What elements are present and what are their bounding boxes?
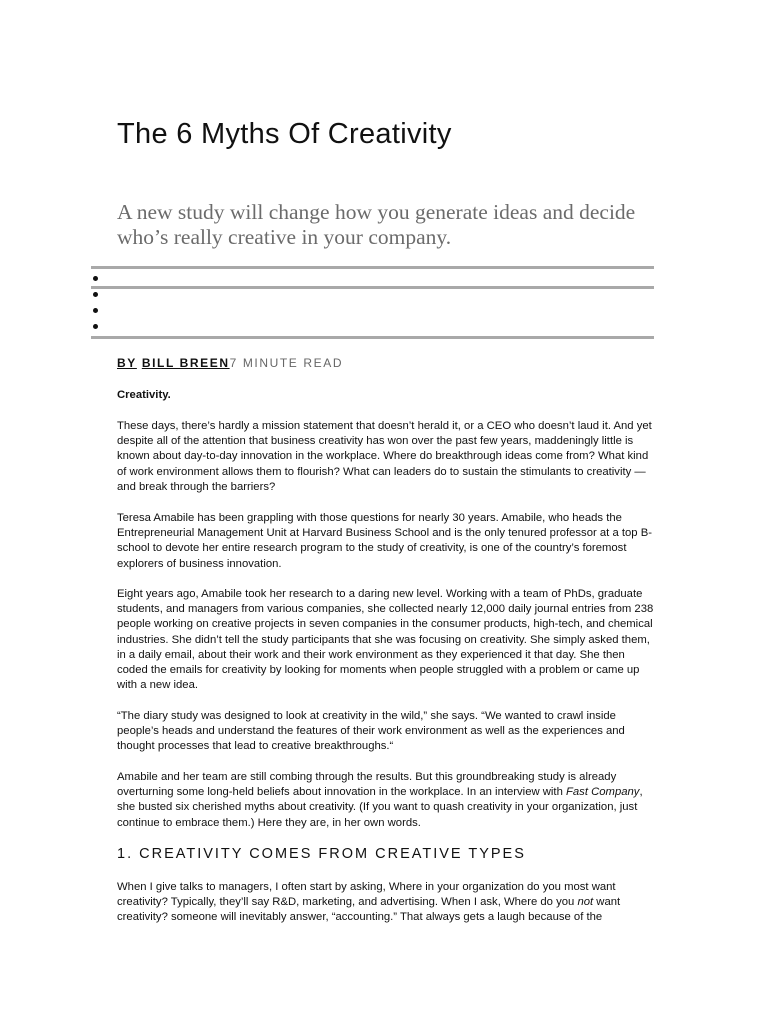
paragraph-text: When I give talks to managers, I often start by asking, Where in your organization do you most want creativity? Typically, they’ll say R&D, marketing, and advertising. When I ask, Where do you: [117, 881, 616, 909]
article-subtitle: A new study will change how you generate ideas and decide who’s really creative in your company.: [117, 200, 636, 249]
paragraph-text: want creativity? someone will inevitably answer, “accounting.” That always gets a laugh because of the: [117, 896, 621, 924]
divider-top: [91, 266, 654, 269]
paragraph: Eight years ago, Amabile took her research to a daring new level. Working with a team of PhDs, graduate students, and managers from various companies, she collected nearly 12,000 daily journal entries from 238 people working on creative projects in seven companies in the consumer products, high-tech, and chemical industries. She didn’t tell the study participants that she was focusing on creativity. She simply asked them, in a daily email, about their work and their work environment as they experienced it that day. She then coded the emails for creativity by looking for moments when people struggled with a problem or came up with a new idea.: [117, 588, 654, 692]
read-time: 7 MINUTE READ: [229, 356, 344, 370]
paragraph: These days, there’s hardly a mission statement that doesn’t herald it, or a CEO who doesn’t laud it. And yet despite all of the attention that business creativity has won over the past few years, maddeningly little is known about day-to-day innovation in the workplace. Where do breakthrough ideas come from? What kind of work environment allows them to flourish? What can leaders do to sustain the stimulants to creativity — and break through the barriers?: [117, 420, 652, 493]
divider-middle: [91, 286, 654, 289]
paragraph: Teresa Amabile has been grappling with those questions for nearly 30 years. Amabile, who heads the Entrepreneurial Management Unit at Harvard Business School and is the only tenured professor at a top B-school to devote her entire research program to the study of creativity, is one of the country’s foremost explorers of business innovation.: [117, 512, 653, 570]
author-link[interactable]: BILL BREEN: [141, 356, 230, 370]
paragraph: [117, 770, 657, 831]
byline-by: BY: [117, 356, 137, 370]
divider-bottom: [91, 336, 654, 339]
paragraph: “The diary study was designed to look at creativity in the wild,” she says. “We wanted to crawl inside people’s heads and understand the features of their work environment as well as the experiences and thought processes that lead to creative breakthroughs.“: [117, 710, 625, 753]
lead-word: Creativity.: [117, 389, 171, 401]
publication-name: Fast Company: [566, 786, 640, 799]
section-heading: 1. CREATIVITY COMES FROM CREATIVE TYPES: [117, 846, 526, 862]
byline: [117, 356, 343, 370]
emphasis: not: [577, 896, 594, 909]
paragraph-text: Amabile and her team are still combing through the results. But this groundbreaking study is already overturning some long-held beliefs about innovation in the workplace. In an interview with: [117, 771, 617, 799]
article-title: The 6 Myths Of Creativity: [117, 118, 452, 150]
paragraph-text: , she busted six cherished myths about creativity. (If you want to quash creativity in your organization, just continue to embrace them.) Here they are, in her own words.: [117, 786, 643, 829]
paragraph: [117, 880, 657, 926]
